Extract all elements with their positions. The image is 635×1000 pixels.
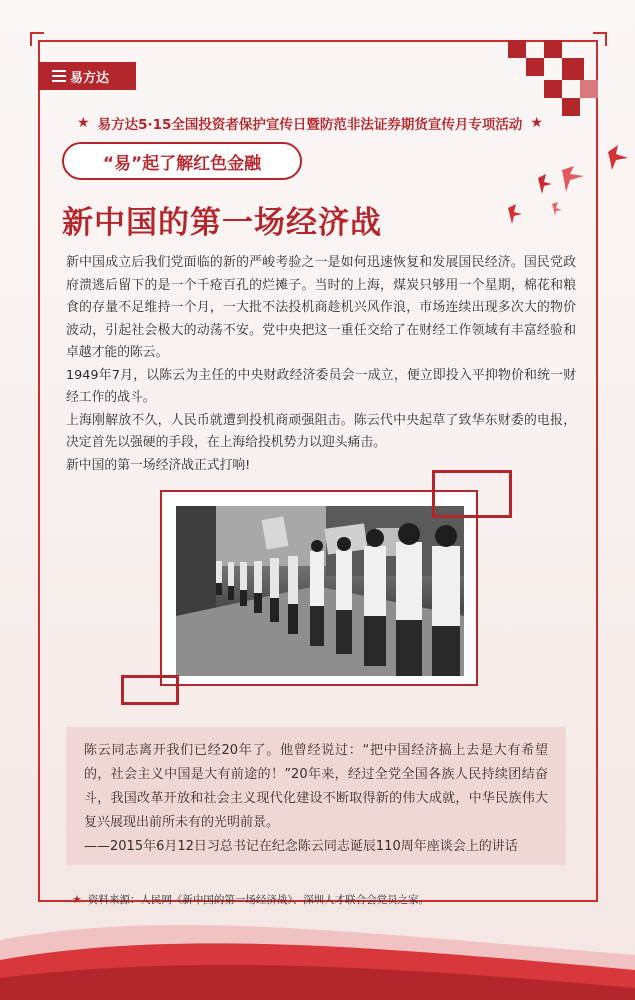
- mosaic-decoration: [490, 40, 598, 120]
- article-body: [66, 252, 576, 477]
- decorative-square: [121, 675, 179, 705]
- frame-corner: [30, 32, 44, 46]
- paragraph: 新中国成立后我们党面临的新的严峻考验之一是如何迅速恢复和发展国民经济。国民党政府溃逃后留下的是一个千疮百孔的烂摊子。当时的上海，煤炭只够用一个星期，棉花和粮食的存量不足维持一个月，一大批不法投机商趁机兴风作浪，市场连续出现多次大的物价波动，引起社会极大的动荡不安。党中央把这一重任交给了在财经工作领域有丰富经验和卓越才能的陈云。: [66, 255, 576, 360]
- page-title: 新中国的第一场经济战: [62, 205, 382, 241]
- activity-text: 易方达5·15全国投资者保护宣传日暨防范非法证券期货宣传月专项活动: [97, 117, 523, 133]
- activity-banner: [60, 112, 560, 134]
- birds-decoration: [500, 140, 635, 230]
- historical-photo: [176, 506, 464, 676]
- star-icon: ★: [72, 892, 82, 906]
- star-icon: ★: [530, 115, 543, 131]
- red-wave-decoration: [0, 900, 635, 1000]
- paragraph: 上海刚解放不久，人民币就遭到投机商顽强阻击。陈云代中央起草了致华东财委的电报，决定首先以强硬的手段，在上海给投机势力以迎头痛击。: [66, 412, 576, 450]
- section-pill: “易”起了解红色金融: [62, 142, 302, 180]
- decorative-square: [432, 470, 512, 518]
- brand-icon: [52, 70, 66, 82]
- star-icon: ★: [77, 115, 90, 131]
- brand-name: 易方达: [70, 70, 110, 86]
- paragraph: 1949年7月，以陈云为主任的中央财政经济委员会一成立，便立即投入平抑物价和统一财经工作的战斗。: [66, 367, 576, 405]
- quote-source: ——2015年6月12日习总书记在纪念陈云同志诞辰110周年座谈会上的讲话: [84, 839, 518, 854]
- paragraph: 新中国的第一场经济战正式打响!: [66, 457, 251, 473]
- quote-text: 陈云同志离开我们已经20年了。他曾经说过：“把中国经济搞上去是大有希望的，社会主义中国是大有前途的！”20年来，经过全党全国各族人民持续团结奋斗，我国改革开放和社会主义现代化建设不断取得新的伟大成就，中华民族伟大复兴展现出前所未有的光明前景。: [84, 743, 548, 830]
- source-text: 资料来源：人民网《新中国的第一场经济战》、深圳人才联合会党员之家。: [87, 893, 430, 906]
- quote-box: [66, 727, 566, 865]
- parade-photo-illustration: [176, 506, 464, 676]
- brand-logo: [38, 62, 136, 90]
